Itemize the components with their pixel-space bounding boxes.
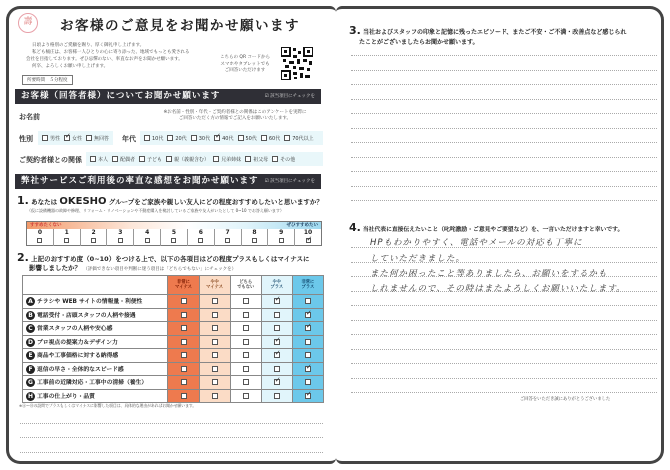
scale-checkbox[interactable]: [198, 238, 203, 243]
relation-label: ご契約者様との関係: [19, 156, 82, 164]
rating-cell[interactable]: [292, 349, 323, 363]
option-label: その他: [280, 156, 296, 163]
section-bar-respondent: [15, 89, 321, 104]
question-2-line2: [29, 263, 236, 273]
rating-checkbox[interactable]: [243, 325, 249, 331]
scale-cell-7[interactable]: [215, 229, 242, 246]
rating-checkbox[interactable]: [212, 312, 218, 318]
scale-value: 0: [37, 229, 42, 236]
answer-line[interactable]: [351, 128, 657, 129]
table-row: [23, 295, 324, 309]
handwritten-line: HPもわかりやすく、電話やメールの対応も丁寧に: [370, 238, 583, 248]
scale-gradient-bar: [27, 222, 321, 229]
rating-checkbox[interactable]: [243, 393, 249, 399]
answer-line[interactable]: [351, 334, 657, 335]
option-label: 子ども: [147, 156, 163, 163]
table-row: [23, 308, 324, 322]
table-row: [23, 349, 324, 363]
letter-badge-icon: E: [26, 351, 35, 360]
question-4: [349, 221, 623, 234]
answer-line[interactable]: [351, 171, 657, 172]
option-label: 10代: [152, 135, 164, 142]
rating-cell[interactable]: [168, 295, 199, 309]
rating-checkbox[interactable]: [243, 366, 249, 372]
logo-stamp-icon: 壽: [18, 13, 38, 33]
relation-checkbox-self[interactable]: [90, 156, 96, 162]
rating-checkbox[interactable]: [305, 379, 311, 385]
answer-line[interactable]: [351, 142, 657, 143]
rating-checkbox[interactable]: [212, 339, 218, 345]
rating-checkbox[interactable]: [305, 298, 311, 304]
scale-cell-8[interactable]: [242, 229, 269, 246]
rating-checkbox[interactable]: [181, 352, 187, 358]
answer-line[interactable]: [351, 55, 657, 56]
rating-checkbox[interactable]: [274, 325, 280, 331]
handwritten-line: しれませんので、その時はまたよろしくお願いいたします。: [370, 284, 626, 294]
letter-badge-icon: G: [26, 378, 35, 387]
rating-checkbox[interactable]: [274, 352, 280, 358]
rating-cell[interactable]: [230, 389, 261, 403]
gender-checkbox-female[interactable]: [64, 135, 70, 141]
gender-options: [38, 131, 113, 145]
intro-line: 何卒、よろしくお願い申し上げます。: [32, 64, 109, 69]
scale-cell-1[interactable]: [54, 229, 81, 246]
scale-cell-6[interactable]: [188, 229, 215, 246]
table-row: [23, 335, 324, 349]
option-label: 祖父母: [253, 156, 269, 163]
question-number: 1.: [17, 194, 29, 207]
rating-checkbox[interactable]: [181, 325, 187, 331]
scale-value: 5: [171, 229, 177, 236]
intro-line: 日頃より格別のご愛顧を賜り、厚く御礼申し上げます。: [32, 43, 145, 48]
rating-cell[interactable]: [230, 322, 261, 336]
row-label: [23, 389, 168, 403]
table-footnote: ※Ⓐ〜Ⓗの設問でプラスもしくはマイナスに影響した項目は、具体的な理由があればお聞かせ願います。: [19, 403, 197, 408]
question-text: 当社およびスタッフの印象と記憶に残ったエピソード、またご不安・ご不満・改善点など感じられ: [362, 29, 627, 36]
rating-checkbox[interactable]: [274, 312, 280, 318]
section-title: お客様（回答者様）についてお聞かせ願います: [21, 91, 221, 101]
answer-line[interactable]: [351, 392, 657, 393]
rating-checkbox[interactable]: [274, 339, 280, 345]
rating-checkbox[interactable]: [305, 393, 311, 399]
gender-checkbox-male[interactable]: [42, 135, 48, 141]
rating-cell[interactable]: [230, 335, 261, 349]
row-label: [23, 308, 168, 322]
rating-cell[interactable]: [199, 335, 230, 349]
question-text: グループをご家族や親しい友人にどの程度おすすめしたいと思いますか？: [108, 198, 323, 206]
row-label: [23, 376, 168, 390]
age-checkbox-50s[interactable]: [238, 135, 244, 141]
age-options: [140, 131, 323, 145]
item-text: チラシや WEB サイトの情報量・利便性: [37, 299, 143, 306]
scale-low-label: すすめたくない: [30, 223, 62, 228]
rating-cell[interactable]: [261, 308, 292, 322]
letter-badge-icon: A: [26, 297, 35, 306]
answer-line[interactable]: [20, 423, 323, 424]
item-text: 工事前の近隣対応・工事中の清掃（養生）: [37, 380, 148, 387]
table-corner: [23, 276, 168, 295]
rating-cell[interactable]: [261, 335, 292, 349]
rating-checkbox[interactable]: [181, 366, 187, 372]
scale-cell-5[interactable]: [161, 229, 188, 246]
scale-value: 10: [303, 229, 313, 236]
table-row: [23, 322, 324, 336]
age-checkbox-20s[interactable]: [167, 135, 173, 141]
qr-text-line: ご回答いただけます: [224, 68, 266, 73]
answer-line[interactable]: [351, 186, 657, 187]
scale-value: 1: [64, 229, 69, 236]
scale-checkbox[interactable]: [145, 238, 150, 243]
letter-badge-icon: B: [26, 311, 35, 320]
scale-value: 9: [279, 229, 284, 236]
brand-name: OKESHO: [59, 196, 107, 207]
scale-cell-4[interactable]: [134, 229, 161, 246]
question-1-sub: （仮に設備機器の故障や修理、リフォーム・リノベーションや不動産購入を検討しているご家族や友人がいたとして 0~10 でお答え願います）: [27, 208, 284, 213]
rating-checkbox[interactable]: [305, 325, 311, 331]
rating-cell[interactable]: [261, 295, 292, 309]
answer-line[interactable]: [351, 99, 657, 100]
option-label: 親（義親含む）: [174, 156, 210, 163]
age-checkbox-40s[interactable]: [214, 135, 220, 141]
rating-checkbox[interactable]: [274, 393, 280, 399]
rating-cell[interactable]: [199, 376, 230, 390]
option-label: 女性: [72, 135, 83, 142]
item-text: 電話受付・店頭スタッフの人柄や接遇: [37, 312, 136, 319]
rating-cell[interactable]: [292, 295, 323, 309]
rating-checkbox[interactable]: [181, 298, 187, 304]
letter-badge-icon: F: [26, 365, 35, 374]
rating-checkbox[interactable]: [305, 339, 311, 345]
item-text: プロ視点の提案力＆デザイン力: [37, 339, 118, 346]
scale-checkbox[interactable]: [306, 238, 311, 243]
item-text: 工事の仕上がり・品質: [37, 393, 95, 400]
rating-checkbox[interactable]: [274, 366, 280, 372]
relation-checkbox-other[interactable]: [272, 156, 278, 162]
rating-cell[interactable]: [168, 308, 199, 322]
gender-label: 性別: [19, 135, 33, 143]
time-estimate-badge: 所要時間 ５分程度: [22, 75, 73, 85]
rating-cell[interactable]: [292, 308, 323, 322]
table-row: [23, 389, 324, 403]
scale-cell-10[interactable]: [295, 229, 321, 246]
qr-instructions: [215, 55, 275, 75]
gender-checkbox-no-answer[interactable]: [86, 135, 92, 141]
answer-line[interactable]: [351, 378, 657, 379]
question-text: 上記のおすすめ度（0~10）をつける上で、以下の各項目はどの程度プラスもしくはマイナスに: [31, 255, 310, 263]
rating-checkbox[interactable]: [212, 393, 218, 399]
answer-line[interactable]: [351, 363, 657, 364]
rating-cell[interactable]: [292, 376, 323, 390]
check-note: ☑ 該当項目にチェックを: [264, 179, 315, 184]
question-text: あなたは: [31, 198, 58, 206]
column-header: やや マイナス: [199, 276, 230, 295]
rating-cell[interactable]: [199, 322, 230, 336]
column-header: どちら でもない: [230, 276, 261, 295]
evaluation-table: [22, 275, 324, 403]
check-note: ☑ 該当項目にチェックを: [264, 94, 315, 99]
answer-line[interactable]: [351, 349, 657, 350]
rating-cell[interactable]: [261, 389, 292, 403]
rating-checkbox[interactable]: [305, 366, 311, 372]
question-number: 3.: [349, 24, 361, 37]
scale-checkbox[interactable]: [225, 238, 230, 243]
rating-cell[interactable]: [292, 362, 323, 376]
name-note: [150, 110, 320, 122]
answer-line[interactable]: [20, 452, 323, 453]
option-label: 兄弟姉妹: [221, 156, 242, 163]
rating-cell[interactable]: [292, 389, 323, 403]
option-label: 40代: [222, 135, 234, 142]
option-label: 20代: [175, 135, 187, 142]
rating-cell[interactable]: [230, 362, 261, 376]
age-label: 年代: [122, 135, 136, 143]
rating-cell[interactable]: [230, 349, 261, 363]
rating-checkbox[interactable]: [243, 298, 249, 304]
answer-line[interactable]: [351, 84, 657, 85]
relation-options: [86, 152, 323, 166]
scale-cell-0[interactable]: [27, 229, 54, 246]
rating-checkbox[interactable]: [181, 379, 187, 385]
rating-cell[interactable]: [292, 335, 323, 349]
age-checkbox-60s[interactable]: [261, 135, 267, 141]
item-text: 返信の早さ・全体的なスピード感: [37, 366, 124, 373]
scale-high-label: ぜひすすめたい: [286, 223, 318, 228]
item-text: 営業スタッフの人柄や安心感: [37, 326, 113, 333]
rating-cell[interactable]: [230, 295, 261, 309]
question-3: [349, 24, 626, 37]
rating-cell[interactable]: [230, 376, 261, 390]
note-line: ご回答いただく方の情報でご記入をお願いいたします。: [178, 116, 292, 121]
relation-checkbox-parent[interactable]: [166, 156, 172, 162]
rating-checkbox[interactable]: [243, 312, 249, 318]
option-label: 無回答: [94, 135, 110, 142]
qr-text-line: こちらの QR コードから: [219, 55, 271, 60]
note-line: ※お名前・性別・年代・ご契約者様との関係はこのアンケートを実際に: [163, 110, 307, 115]
scale-checkbox[interactable]: [118, 238, 123, 243]
handwritten-line: していただきました。: [370, 254, 466, 264]
question-number: 4.: [349, 221, 361, 234]
row-label: [23, 322, 168, 336]
rating-cell[interactable]: [261, 322, 292, 336]
answer-line[interactable]: [351, 70, 657, 71]
question-1: [17, 194, 323, 207]
scale-value: 8: [252, 229, 257, 236]
answer-line[interactable]: [351, 320, 657, 321]
scale-checkbox[interactable]: [37, 238, 42, 243]
option-label: 30代: [198, 135, 211, 142]
scale-value: 7: [225, 229, 230, 236]
option-label: 60代: [268, 135, 281, 142]
rating-checkbox[interactable]: [212, 352, 218, 358]
recommend-scale: [26, 221, 322, 246]
relation-checkbox-spouse[interactable]: [112, 156, 118, 162]
option-label: 50代: [245, 135, 257, 142]
section-title: 弊社サービスご利用後の率直な感想をお聞かせ願います: [21, 176, 259, 186]
scale-value: 4: [145, 229, 150, 236]
option-label: 70代以上: [292, 135, 314, 142]
relation-checkbox-sibling[interactable]: [213, 156, 219, 162]
age-checkbox-10s[interactable]: [144, 135, 150, 141]
rating-cell[interactable]: [292, 322, 323, 336]
scale-value: 6: [198, 229, 203, 236]
table-row: [23, 362, 324, 376]
rating-checkbox[interactable]: [243, 352, 249, 358]
scale-cell-2[interactable]: [81, 229, 108, 246]
intro-line: 私ども桶庄は、お客様一人ひとりの心に寄り添った、地域でもっとも愛される: [32, 50, 190, 55]
rating-cell[interactable]: [168, 376, 199, 390]
scale-checkbox[interactable]: [64, 238, 69, 243]
row-label: [23, 295, 168, 309]
rating-cell[interactable]: [230, 308, 261, 322]
option-label: 配偶者: [120, 156, 136, 163]
rating-cell[interactable]: [168, 335, 199, 349]
scale-cell-3[interactable]: [107, 229, 134, 246]
scale-checkbox[interactable]: [91, 238, 96, 243]
question-number: 2.: [17, 251, 29, 264]
rating-checkbox[interactable]: [243, 379, 249, 385]
rating-checkbox[interactable]: [305, 352, 311, 358]
item-text: 商品や工事価格に対する納得感: [37, 353, 119, 360]
rating-cell[interactable]: [261, 376, 292, 390]
table-row: [23, 376, 324, 390]
question-text: 影響しましたか？: [29, 264, 81, 272]
name-field[interactable]: [60, 110, 150, 122]
rating-cell[interactable]: [199, 389, 230, 403]
question-3-line2: たことがございましたらお聞かせ願います。: [359, 39, 479, 46]
column-header: やや プラス: [261, 276, 292, 295]
rating-cell[interactable]: [261, 362, 292, 376]
right-page-frame: [336, 6, 664, 464]
closing-message: ご回答をいただき誠にありがとうございました: [520, 397, 611, 402]
age-checkbox-30s[interactable]: [191, 135, 197, 141]
rating-cell[interactable]: [168, 322, 199, 336]
rating-cell[interactable]: [168, 349, 199, 363]
rating-cell[interactable]: [261, 349, 292, 363]
rating-checkbox[interactable]: [212, 379, 218, 385]
qr-code-icon[interactable]: [281, 47, 313, 80]
page-title: お客様のご意見をお聞かせ願います: [60, 18, 300, 34]
rating-cell[interactable]: [168, 389, 199, 403]
intro-line: 会社を目指しております。ぜひ忌憚のない、率直なお声をお聞かせ願います。: [26, 57, 183, 62]
column-header: 非常に マイナス: [168, 276, 199, 295]
rating-checkbox[interactable]: [212, 366, 218, 372]
qr-text-line: スマホやタブレットでも: [220, 61, 270, 67]
intro-text: [26, 42, 226, 70]
rating-checkbox[interactable]: [212, 298, 218, 304]
row-label: [23, 335, 168, 349]
row-label: [23, 349, 168, 363]
scale-checkbox[interactable]: [279, 238, 284, 243]
option-label: 男性: [50, 135, 61, 142]
letter-badge-icon: D: [26, 338, 35, 347]
rating-cell[interactable]: [199, 362, 230, 376]
section-bar-feedback: [15, 174, 321, 189]
rating-cell[interactable]: [168, 362, 199, 376]
relation-checkbox-child[interactable]: [139, 156, 145, 162]
rating-cell[interactable]: [199, 308, 230, 322]
answer-line[interactable]: [351, 305, 657, 306]
letter-badge-icon: C: [26, 324, 35, 333]
answer-line[interactable]: [20, 437, 323, 438]
scale-checkbox[interactable]: [252, 238, 257, 243]
rating-checkbox[interactable]: [305, 312, 311, 318]
rating-checkbox[interactable]: [181, 339, 187, 345]
rating-cell[interactable]: [199, 295, 230, 309]
question-sub: （評価できない項目や判断に迷う項目は「どちらでもない」にチェックを）: [83, 267, 237, 272]
answer-line[interactable]: [351, 113, 657, 114]
row-label: [23, 362, 168, 376]
handwritten-line: また何か困ったこと等ありましたら、お願いをするかも: [370, 269, 608, 279]
letter-badge-icon: H: [27, 392, 34, 400]
relation-checkbox-grandparent[interactable]: [245, 156, 251, 162]
age-checkbox-70plus[interactable]: [284, 135, 290, 141]
rating-checkbox[interactable]: [181, 312, 187, 318]
rating-checkbox[interactable]: [243, 339, 249, 345]
rating-checkbox[interactable]: [212, 325, 218, 331]
rating-cell[interactable]: [199, 349, 230, 363]
scale-value: 3: [118, 229, 123, 236]
rating-checkbox[interactable]: [274, 298, 280, 304]
scale-cells: [27, 229, 321, 246]
scale-value: 2: [91, 229, 96, 236]
answer-line[interactable]: [351, 200, 657, 201]
option-label: 本人: [98, 156, 109, 163]
scale-checkbox[interactable]: [171, 238, 176, 243]
answer-line[interactable]: [351, 157, 657, 158]
rating-checkbox[interactable]: [274, 379, 280, 385]
column-header: 非常に プラス: [292, 276, 323, 295]
name-label: お名前: [19, 113, 40, 121]
question-text: 当社代表に直接伝えたいこと（叱咤激励・ご意見やご要望など）を、一言いただけますと幸いです。: [362, 227, 624, 233]
rating-checkbox[interactable]: [181, 393, 187, 399]
scale-cell-9[interactable]: [268, 229, 295, 246]
